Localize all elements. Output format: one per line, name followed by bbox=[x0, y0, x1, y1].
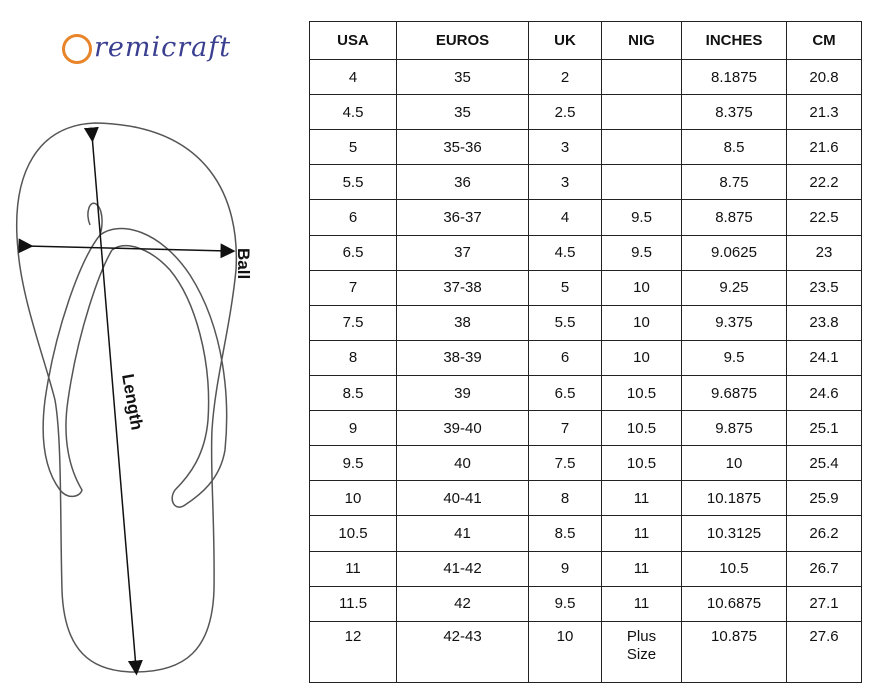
table-row bbox=[310, 516, 862, 551]
ball-arrow bbox=[26, 246, 228, 251]
cell-inches: 9.25 bbox=[682, 270, 787, 305]
cell-uk: 9.5 bbox=[529, 586, 602, 621]
cell-uk: 3 bbox=[529, 165, 602, 200]
table-row bbox=[310, 130, 862, 165]
cell-nig bbox=[602, 60, 682, 95]
cell-euros: 42-43 bbox=[397, 621, 529, 682]
cell-cm: 26.7 bbox=[787, 551, 862, 586]
cell-usa: 9 bbox=[310, 411, 397, 446]
cell-euros: 40-41 bbox=[397, 481, 529, 516]
table-row bbox=[310, 95, 862, 130]
cell-euros: 36-37 bbox=[397, 200, 529, 235]
cell-cm: 24.6 bbox=[787, 375, 862, 410]
cell-euros: 35-36 bbox=[397, 130, 529, 165]
cell-usa: 6.5 bbox=[310, 235, 397, 270]
brand-logo bbox=[62, 22, 262, 72]
cell-inches: 9.5 bbox=[682, 340, 787, 375]
cell-cm: 23.8 bbox=[787, 305, 862, 340]
table-row bbox=[310, 305, 862, 340]
table-row bbox=[310, 551, 862, 586]
cell-euros: 37 bbox=[397, 235, 529, 270]
col-header-inches: INCHES bbox=[682, 22, 787, 60]
cell-uk: 9 bbox=[529, 551, 602, 586]
cell-uk: 8.5 bbox=[529, 516, 602, 551]
cell-inches: 8.875 bbox=[682, 200, 787, 235]
cell-euros: 38-39 bbox=[397, 340, 529, 375]
cell-cm: 25.1 bbox=[787, 411, 862, 446]
cell-inches: 9.6875 bbox=[682, 375, 787, 410]
cell-uk: 5.5 bbox=[529, 305, 602, 340]
sandal-diagram bbox=[0, 100, 300, 698]
cell-usa: 8 bbox=[310, 340, 397, 375]
table-row bbox=[310, 165, 862, 200]
cell-cm: 27.6 bbox=[787, 621, 862, 682]
cell-euros: 39-40 bbox=[397, 411, 529, 446]
cell-inches: 9.875 bbox=[682, 411, 787, 446]
cell-nig: 10.5 bbox=[602, 411, 682, 446]
cell-inches: 10.6875 bbox=[682, 586, 787, 621]
cell-euros: 41-42 bbox=[397, 551, 529, 586]
col-header-nig: NIG bbox=[602, 22, 682, 60]
table-body bbox=[310, 60, 862, 683]
cell-uk: 6.5 bbox=[529, 375, 602, 410]
cell-uk: 4 bbox=[529, 200, 602, 235]
cell-inches: 10.875 bbox=[682, 621, 787, 682]
table-row bbox=[310, 481, 862, 516]
cell-uk: 2.5 bbox=[529, 95, 602, 130]
table-row bbox=[310, 270, 862, 305]
cell-cm: 22.2 bbox=[787, 165, 862, 200]
cell-cm: 21.3 bbox=[787, 95, 862, 130]
logo-text: remicraft bbox=[94, 31, 232, 63]
cell-usa: 4.5 bbox=[310, 95, 397, 130]
cell-nig bbox=[602, 130, 682, 165]
cell-uk: 4.5 bbox=[529, 235, 602, 270]
size-chart-table bbox=[309, 21, 862, 683]
cell-usa: 11.5 bbox=[310, 586, 397, 621]
ball-label: Ball bbox=[234, 248, 253, 280]
cell-cm: 27.1 bbox=[787, 586, 862, 621]
left-strap bbox=[43, 235, 112, 496]
cell-cm: 25.9 bbox=[787, 481, 862, 516]
cell-nig: 10.5 bbox=[602, 446, 682, 481]
cell-inches: 8.5 bbox=[682, 130, 787, 165]
cell-uk: 5 bbox=[529, 270, 602, 305]
cell-nig: Plus Size bbox=[602, 621, 682, 682]
header-row bbox=[310, 22, 862, 60]
cell-nig: 11 bbox=[602, 586, 682, 621]
cell-usa: 12 bbox=[310, 621, 397, 682]
table-row bbox=[310, 411, 862, 446]
cell-nig: 11 bbox=[602, 551, 682, 586]
cell-cm: 23 bbox=[787, 235, 862, 270]
table-row bbox=[310, 586, 862, 621]
table-row bbox=[310, 60, 862, 95]
cell-nig: 10 bbox=[602, 305, 682, 340]
cell-euros: 39 bbox=[397, 375, 529, 410]
cell-nig bbox=[602, 95, 682, 130]
cell-nig: 9.5 bbox=[602, 235, 682, 270]
cell-euros: 42 bbox=[397, 586, 529, 621]
cell-euros: 41 bbox=[397, 516, 529, 551]
cell-cm: 25.4 bbox=[787, 446, 862, 481]
cell-usa: 4 bbox=[310, 60, 397, 95]
cell-nig: 11 bbox=[602, 481, 682, 516]
cell-uk: 10 bbox=[529, 621, 602, 682]
cell-euros: 35 bbox=[397, 60, 529, 95]
cell-inches: 8.375 bbox=[682, 95, 787, 130]
cell-uk: 3 bbox=[529, 130, 602, 165]
cell-uk: 2 bbox=[529, 60, 602, 95]
col-header-cm: CM bbox=[787, 22, 862, 60]
cell-nig: 10.5 bbox=[602, 375, 682, 410]
cell-nig: 10 bbox=[602, 340, 682, 375]
table-row bbox=[310, 200, 862, 235]
cell-usa: 8.5 bbox=[310, 375, 397, 410]
cell-cm: 26.2 bbox=[787, 516, 862, 551]
table-row bbox=[310, 446, 862, 481]
table-row bbox=[310, 375, 862, 410]
cell-cm: 23.5 bbox=[787, 270, 862, 305]
cell-inches: 8.1875 bbox=[682, 60, 787, 95]
cell-nig: 10 bbox=[602, 270, 682, 305]
cell-cm: 20.8 bbox=[787, 60, 862, 95]
cell-uk: 6 bbox=[529, 340, 602, 375]
cell-euros: 36 bbox=[397, 165, 529, 200]
cell-nig: 9.5 bbox=[602, 200, 682, 235]
cell-euros: 38 bbox=[397, 305, 529, 340]
col-header-usa: USA bbox=[310, 22, 397, 60]
cell-euros: 40 bbox=[397, 446, 529, 481]
cell-uk: 7.5 bbox=[529, 446, 602, 481]
cell-euros: 35 bbox=[397, 95, 529, 130]
cell-usa: 11 bbox=[310, 551, 397, 586]
cell-usa: 5 bbox=[310, 130, 397, 165]
cell-nig: 11 bbox=[602, 516, 682, 551]
cell-cm: 24.1 bbox=[787, 340, 862, 375]
cell-uk: 7 bbox=[529, 411, 602, 446]
cell-usa: 7 bbox=[310, 270, 397, 305]
table-row bbox=[310, 235, 862, 270]
cell-uk: 8 bbox=[529, 481, 602, 516]
cell-inches: 10.1875 bbox=[682, 481, 787, 516]
table-row bbox=[310, 621, 862, 682]
table-row bbox=[310, 340, 862, 375]
cell-inches: 9.375 bbox=[682, 305, 787, 340]
cell-inches: 10.3125 bbox=[682, 516, 787, 551]
cell-usa: 6 bbox=[310, 200, 397, 235]
col-header-euros: EUROS bbox=[397, 22, 529, 60]
cell-inches: 10.5 bbox=[682, 551, 787, 586]
cell-inches: 10 bbox=[682, 446, 787, 481]
cell-usa: 9.5 bbox=[310, 446, 397, 481]
length-label: Length bbox=[118, 372, 147, 432]
cell-usa: 7.5 bbox=[310, 305, 397, 340]
cell-usa: 5.5 bbox=[310, 165, 397, 200]
cell-euros: 37-38 bbox=[397, 270, 529, 305]
cell-usa: 10.5 bbox=[310, 516, 397, 551]
cell-inches: 9.0625 bbox=[682, 235, 787, 270]
cell-usa: 10 bbox=[310, 481, 397, 516]
col-header-uk: UK bbox=[529, 22, 602, 60]
cell-inches: 8.75 bbox=[682, 165, 787, 200]
cell-cm: 21.6 bbox=[787, 130, 862, 165]
cell-nig bbox=[602, 165, 682, 200]
cell-cm: 22.5 bbox=[787, 200, 862, 235]
logo-ring-icon bbox=[62, 34, 92, 64]
